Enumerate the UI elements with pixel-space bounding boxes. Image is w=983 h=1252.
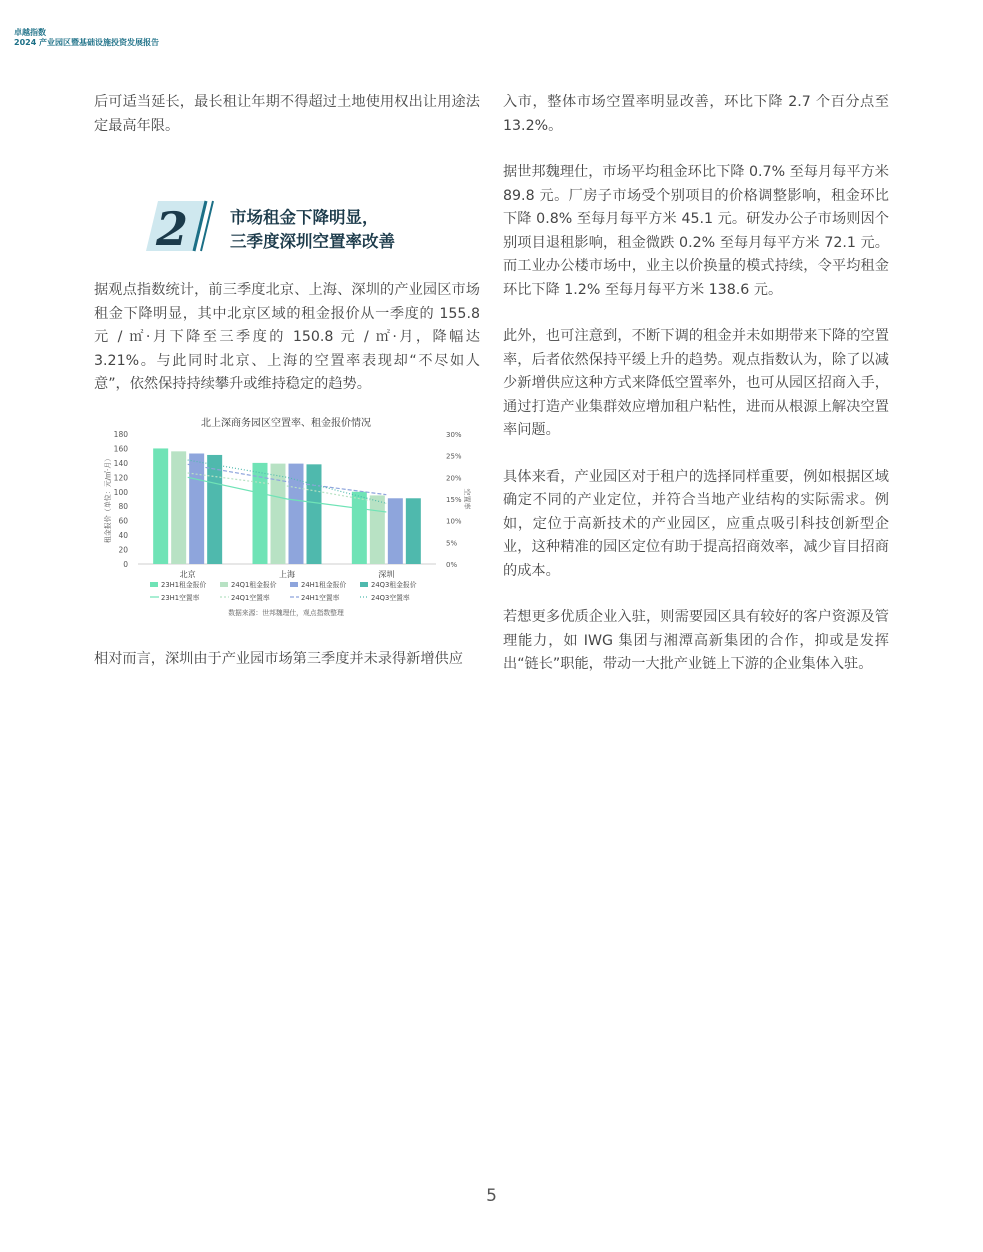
y-tick-label: 100	[113, 487, 128, 497]
legend-swatch	[360, 582, 368, 587]
y-tick-label: 160	[113, 444, 128, 454]
y-tick-label: 60	[118, 516, 128, 526]
bar	[352, 492, 367, 564]
y2-tick-label: 5%	[446, 539, 458, 548]
legend-label: 24H1空置率	[301, 594, 340, 602]
left-column-body	[94, 279, 480, 397]
bar	[153, 448, 168, 564]
page-number: 5	[486, 1186, 497, 1206]
right-column	[503, 91, 889, 700]
x-tick-label: 北京	[179, 570, 196, 579]
x-tick-label: 深圳	[378, 570, 395, 579]
paragraph: 若想更多优质企业入驻，则需要园区具有较好的客户资源及管理能力，如 IWG 集团与湘潭高新集团的合作，抑或是发挥出“链长”职能，带动一大批产业链上下游的企业集体入驻。	[503, 609, 889, 672]
chart-source: 数据来源：世邦魏理仕，观点指数整理	[228, 609, 344, 617]
y-tick-label: 120	[113, 473, 128, 483]
section-title-line1: 市场租金下降明显，	[230, 208, 379, 227]
section-number: 2	[155, 202, 189, 255]
rent-vacancy-chart	[100, 412, 472, 622]
bar	[207, 455, 222, 564]
paragraph: 相对而言，深圳由于产业园市场第三季度并未录得新增供应	[94, 651, 463, 667]
y-tick-label: 140	[113, 458, 128, 468]
y-tick-label: 80	[118, 502, 128, 512]
page-header	[14, 28, 159, 48]
section-title-line2: 三季度深圳空置率改善	[230, 232, 395, 251]
bar	[171, 451, 186, 564]
y2-axis-label: 空置率	[463, 488, 471, 510]
y-tick-label: 40	[118, 531, 128, 541]
paragraph: 后可适当延长，最长租让年期不得超过土地使用权出让用途法定最高年限。	[94, 94, 480, 134]
bar	[289, 464, 304, 564]
legend-swatch	[150, 582, 158, 587]
legend-swatch	[220, 582, 228, 587]
y-tick-label: 20	[118, 545, 128, 555]
x-tick-label: 上海	[279, 570, 295, 579]
left-column-tail	[94, 648, 480, 672]
section-number-badge	[144, 197, 218, 255]
legend-label: 24Q3租金报价	[371, 581, 417, 589]
chart-title: 北上深商务园区空置率、租金报价情况	[201, 418, 371, 429]
bar	[370, 495, 385, 564]
y2-tick-label: 25%	[446, 452, 462, 461]
y2-tick-label: 30%	[446, 431, 462, 439]
header-report-title: 2024 产业园区暨基础设施投资发展报告	[14, 38, 160, 47]
y2-tick-label: 0%	[446, 561, 458, 569]
section-heading	[144, 197, 474, 255]
paragraph: 此外，也可注意到，不断下调的租金并未如期带来下降的空置率，后者依然保持平缓上升的趋势。观点指数认为，除了以减少新增供应这种方式来降低空置率外，也可从园区招商入手，通过打造产业集群效应增加租户粘性，进而从根源上解决空置率问题。	[503, 328, 889, 438]
legend-label: 24H1租金报价	[301, 581, 347, 589]
legend-label: 23H1租金报价	[161, 581, 207, 589]
y-tick-label: 0	[123, 560, 128, 569]
legend-label: 24Q1租金报价	[231, 581, 277, 589]
y-axis-label: 租金报价（单位：元/㎡·月）	[104, 454, 112, 544]
legend-label: 24Q1空置率	[231, 594, 270, 602]
y2-tick-label: 20%	[446, 474, 462, 483]
paragraph: 据观点指数统计，前三季度北京、上海、深圳的产业园区市场租金下降明显，其中北京区域的租金报价从一季度的 155.8 元 / ㎡·月下降至三季度的 150.8 元 / ㎡·月，降幅达 3.21%。与此同时北京、上海的空置率表现却“不尽如人意”，依然保持持续攀升或维持稳定的趋势。	[94, 282, 480, 392]
paragraph: 入市，整体市场空置率明显改善，环比下降 2.7 个百分点至 13.2%。	[503, 94, 889, 134]
legend-swatch	[290, 582, 298, 587]
left-column-intro	[94, 91, 480, 138]
y2-tick-label: 15%	[446, 496, 462, 504]
bar	[388, 498, 403, 564]
bar	[189, 454, 204, 565]
bar	[406, 498, 421, 564]
legend-label: 23H1空置率	[161, 594, 200, 602]
bar	[307, 464, 322, 564]
y2-tick-label: 10%	[446, 517, 462, 526]
y-tick-label: 180	[113, 430, 128, 439]
header-brand: 卓越指数	[14, 28, 46, 37]
paragraph: 具体来看，产业园区对于租户的选择同样重要，例如根据区域确定不同的产业定位，并符合当地产业结构的实际需求。例如，定位于高新技术的产业园区，应重点吸引科技创新型企业，这种精准的园区定位有助于提高招商效率，减少盲目招商的成本。	[503, 468, 889, 579]
paragraph: 据世邦魏理仕，市场平均租金环比下降 0.7% 至每月每平方米 89.8 元。厂房子市场受个别项目的价格调整影响，租金环比下降 0.8% 至每月每平方米 45.1 元。研发办公子市场则因个别项目退租影响，租金微跌 0.2% 至每月每平方米 72.1 元。而工业办公楼市场中，业主以价换量的模式持续，令平均租金环比下降 1.2% 至每月每平方米 138.6 元。	[503, 164, 889, 298]
legend-label: 24Q3空置率	[371, 594, 410, 602]
